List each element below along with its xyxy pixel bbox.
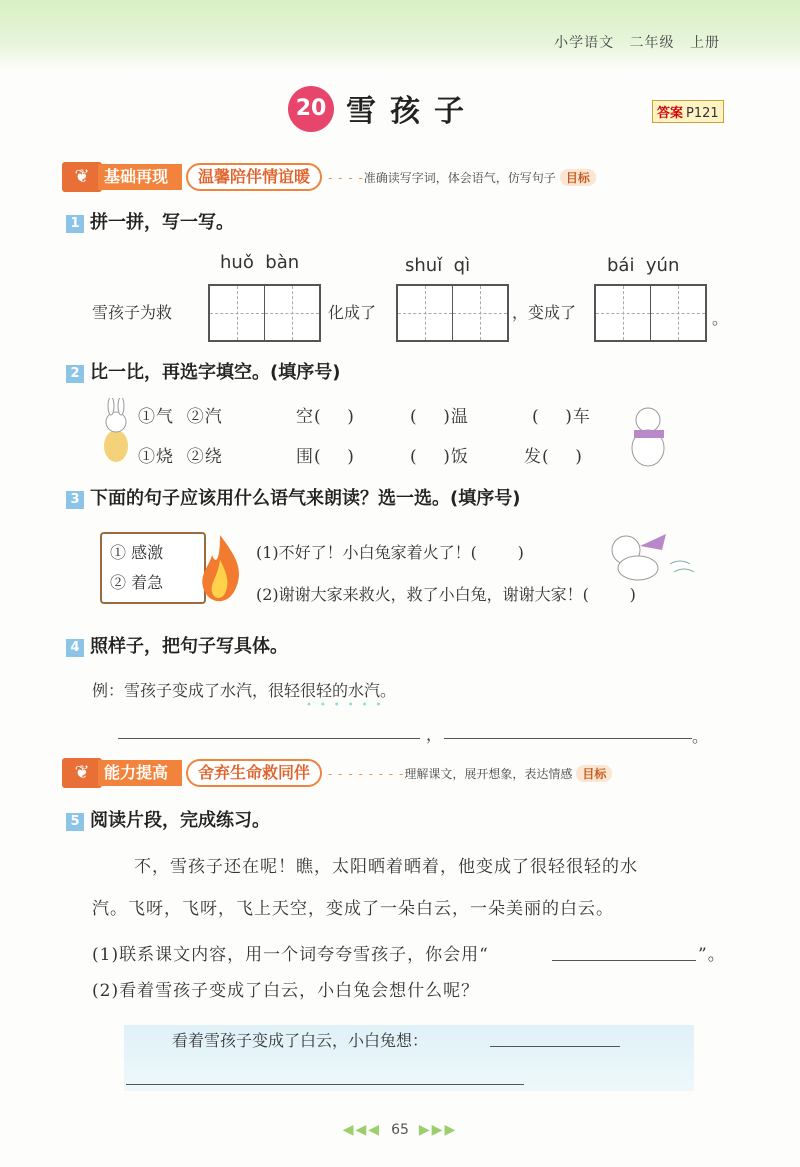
q2-row1-b[interactable]: ( )温 (410, 407, 469, 427)
pinyin-huoban: huǒ bàn (220, 252, 300, 273)
page-header (544, 32, 720, 52)
section-basic (62, 162, 596, 192)
q2-number: 2 (66, 365, 84, 383)
q5-answer-line-1[interactable] (490, 1026, 620, 1047)
q2-row1-c[interactable]: ( )车 (532, 407, 591, 427)
q5-title-text: 阅读片段，完成练习。 (90, 810, 270, 831)
q1-text-d: 。 (712, 309, 729, 328)
q1-title-text: 拼一拼，写一写。 (90, 212, 234, 233)
q5-sub2-text: (2)看着雪孩子变成了白云，小白兔会想什么呢？ (92, 981, 480, 1001)
write-box-shuiqi[interactable] (396, 284, 509, 342)
section-name: 能力提高 (98, 760, 182, 786)
q4-example: 例：雪孩子变成了水汽，很轻很轻的水汽。 (92, 681, 397, 700)
q5-paragraph-line-2: 汽。飞呀，飞呀，飞上天空，变成了一朵白云，一朵美丽的白云。 (92, 899, 614, 919)
book-icon: ❦ (62, 758, 102, 788)
q1-text-c: ，变成了 (512, 303, 577, 322)
snowman-illustration (626, 402, 672, 468)
section-goal: - - - -准确读写字词，体会语气，仿写句子 目标 (328, 169, 596, 186)
q2-row2-options: ①烧 ②绕 (138, 447, 223, 467)
q5-sub1-text: (1)联系课文内容，用一个词夸夸雪孩子，你会用“ (92, 945, 489, 965)
header-grade: 二年级 (629, 35, 675, 51)
q5-answer-line-2[interactable] (126, 1064, 524, 1085)
goal-tag: 目标 (560, 169, 596, 186)
page-number: 65 (391, 1122, 409, 1138)
q5-paragraph-line-1: 不，雪孩子还在呢！瞧，太阳晒着晒着，他变成了很轻很轻的水 (134, 857, 638, 877)
pinyin-baiyun: bái yún (607, 255, 680, 276)
q1-text-b: 化成了 (328, 303, 377, 322)
q3-sentence-1[interactable]: (1)不好了！小白兔家着火了！( ) (256, 543, 524, 562)
write-box-huoban[interactable] (208, 284, 321, 342)
q5-title (66, 806, 270, 832)
q1-number: 1 (66, 215, 84, 233)
answer-page: P121 (686, 106, 719, 121)
q1-text-a: 雪孩子为救 (92, 303, 173, 322)
q4-comma: ， (426, 725, 443, 744)
arrows-right-icon: ▶▶▶ (418, 1122, 458, 1138)
q4-title (66, 632, 288, 658)
fire-illustration (190, 530, 250, 610)
answer-label: 答案 (657, 106, 684, 121)
section-advanced (62, 758, 612, 788)
q2-row2-c[interactable]: 发( ) (524, 447, 583, 467)
lesson-title: 雪孩子 (346, 94, 478, 129)
q2-row2-a[interactable]: 围( ) (296, 447, 355, 467)
q2-row1-options: ①气 ②汽 (138, 407, 223, 427)
lesson-number: 20 (288, 86, 334, 132)
q4-answer-line-2[interactable] (444, 718, 692, 739)
goal-tag: 目标 (576, 765, 612, 782)
tone-option-anxious: ② 着急 (110, 573, 164, 592)
q1-title (66, 208, 234, 234)
q2-title (66, 358, 340, 384)
q4-answer-line-1[interactable] (118, 718, 420, 739)
q3-sentence-2[interactable]: (2)谢谢大家来救火，救了小白兔，谢谢大家！( ) (256, 585, 636, 604)
rabbit-illustration (96, 398, 136, 464)
goal-text: 准确读写字词，体会语气，仿写句子 (363, 170, 556, 185)
q2-title-text: 比一比，再选字填空。(填序号) (90, 362, 341, 383)
q5-number: 5 (66, 813, 84, 831)
q2-row2-b[interactable]: ( )饭 (410, 447, 469, 467)
q5-sub1-end: ”。 (698, 945, 726, 965)
answer-reference[interactable] (652, 100, 724, 123)
section-subtitle: 温馨陪伴情谊暖 (186, 163, 322, 191)
write-box-baiyun[interactable] (594, 284, 707, 342)
dots-decoration: •••••• (306, 700, 390, 711)
section-name: 基础再现 (98, 164, 182, 190)
q2-row1-a[interactable]: 空( ) (296, 407, 355, 427)
q3-number: 3 (66, 491, 84, 509)
q5-answer-lead: 看着雪孩子变成了白云，小白兔想： (172, 1031, 429, 1050)
q3-title-text: 下面的句子应该用什么语气来朗读？选一选。(填序号) (90, 488, 521, 509)
book-icon: ❦ (62, 162, 102, 192)
arrows-left-icon: ◀◀◀ (342, 1122, 382, 1138)
q4-period: 。 (692, 727, 709, 746)
q4-title-text: 照样子，把句子写具体。 (90, 636, 288, 657)
q4-number: 4 (66, 639, 84, 657)
section-goal: - - - - - - - -理解课文，展开想象，表达情感 目标 (328, 765, 612, 782)
header-volume: 上册 (690, 35, 720, 51)
goal-text: 理解课文，展开想象，表达情感 (404, 766, 573, 781)
header-subject: 小学语文 (554, 35, 615, 51)
tone-option-grateful: ① 感激 (110, 543, 164, 562)
q3-title (66, 484, 520, 510)
q5-sub1-answer-line[interactable] (552, 940, 696, 961)
running-snowman-illustration (596, 528, 706, 584)
section-subtitle: 舍弃生命救同伴 (186, 759, 322, 787)
page-footer (0, 1122, 800, 1138)
pinyin-shuiqi: shuǐ qì (405, 255, 471, 276)
